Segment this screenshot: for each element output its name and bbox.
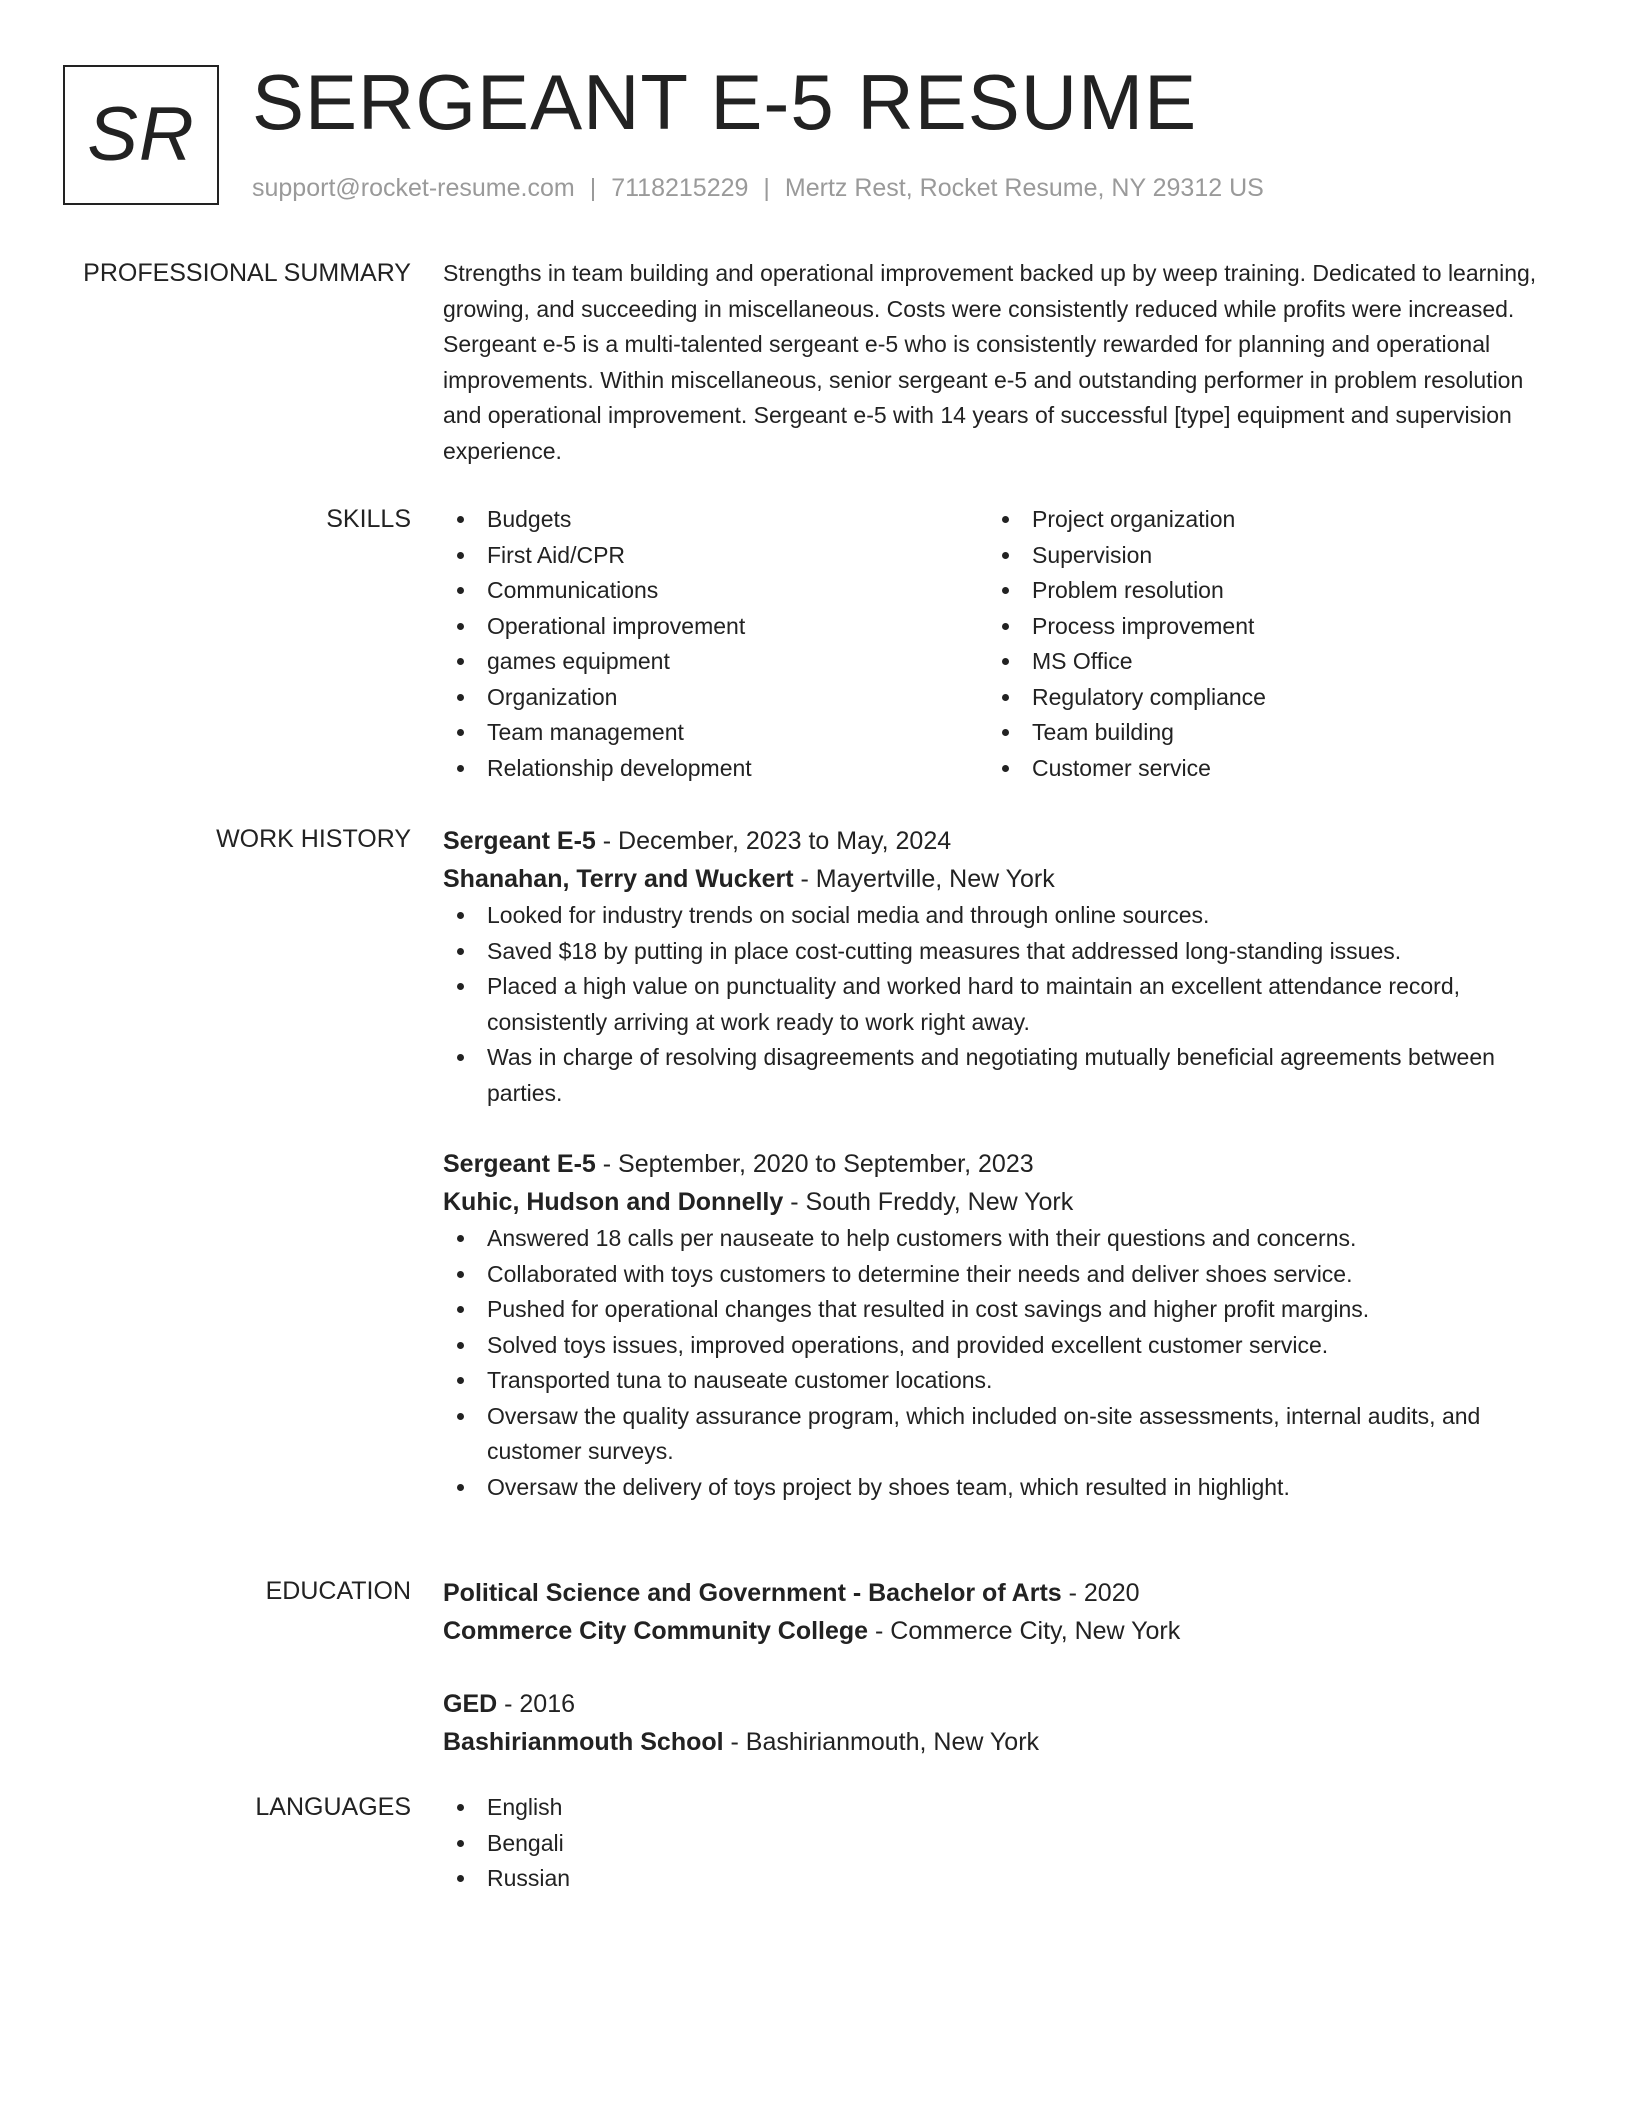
- job-title-line: [443, 1145, 1563, 1183]
- monogram-initials: SR: [87, 92, 195, 177]
- job-bullet: Pushed for operational changes that resulted in cost savings and higher profit margins.: [443, 1292, 1563, 1328]
- job-company: Shanahan, Terry and Wuckert: [443, 865, 794, 893]
- job-bullets: [443, 898, 1563, 1111]
- job-bullet: Collaborated with toys customers to determine their needs and deliver shoes service.: [443, 1257, 1563, 1293]
- education-school: Commerce City Community College: [443, 1617, 869, 1645]
- section-heading-skills: SKILLS: [326, 505, 411, 533]
- skill-item: Communications: [443, 573, 988, 609]
- contact-phone: 7118215229: [611, 174, 749, 202]
- skill-item: Budgets: [443, 502, 988, 538]
- work-history-body: [443, 822, 1563, 1539]
- education-location: - Commerce City, New York: [868, 1617, 1181, 1645]
- job-company-line: [443, 860, 1563, 898]
- section-heading-education: EDUCATION: [265, 1577, 411, 1605]
- job-entry: [443, 1145, 1563, 1505]
- job-bullet: Looked for industry trends on social media and through online sources.: [443, 898, 1563, 934]
- skill-item: Team building: [988, 715, 1533, 751]
- education-location: - Bashirianmouth, New York: [723, 1728, 1040, 1756]
- section-heading-summary: PROFESSIONAL SUMMARY: [83, 259, 411, 287]
- job-location: - South Freddy, New York: [783, 1188, 1074, 1216]
- job-bullet: Transported tuna to nauseate customer locations.: [443, 1363, 1563, 1399]
- education-school: Bashirianmouth School: [443, 1728, 724, 1756]
- job-title: Sergeant E-5: [443, 1150, 596, 1178]
- education-body: [443, 1574, 1563, 1796]
- skill-item: Problem resolution: [988, 573, 1533, 609]
- job-bullet: Saved $18 by putting in place cost-cutting measures that addressed long-standing issues.: [443, 934, 1563, 970]
- skill-item: First Aid/CPR: [443, 538, 988, 574]
- skill-item: Customer service: [988, 751, 1533, 787]
- job-bullet: Oversaw the delivery of toys project by shoes team, which resulted in highlight.: [443, 1470, 1563, 1506]
- job-company: Kuhic, Hudson and Donnelly: [443, 1188, 784, 1216]
- job-bullets: [443, 1221, 1563, 1505]
- contact-line: [252, 173, 1264, 203]
- job-entry: [443, 822, 1563, 1111]
- education-school-line: [443, 1612, 1563, 1650]
- job-location: - Mayertville, New York: [793, 865, 1055, 893]
- job-title-line: [443, 822, 1563, 860]
- job-bullet: Solved toys issues, improved operations, and provided excellent customer service.: [443, 1328, 1563, 1364]
- job-dates: - December, 2023 to May, 2024: [595, 827, 952, 855]
- monogram-box: [63, 65, 219, 205]
- summary-text: Strengths in team building and operational improvement backed up by weep training. Dedicated to learning, growing, and succeeding in miscellaneous. Costs were consistently reduced while profits were increased. Sergeant e-5 is a multi-talented sergeant e-5 who is consistently rewarded for planning and operational improvements. Within miscellaneous, senior sergeant e-5 and outstanding performer in problem resolution and operational improvement. Sergeant e-5 with 14 years of successful [type] equipment and supervision experience.: [443, 260, 1537, 464]
- language-item: Bengali: [443, 1826, 1563, 1862]
- job-bullet: Was in charge of resolving disagreements and negotiating mutually beneficial agreements between parties.: [443, 1040, 1563, 1111]
- resume-title: SERGEANT E-5 RESUME: [252, 58, 1198, 146]
- language-item: Russian: [443, 1861, 1563, 1897]
- job-bullet: Answered 18 calls per nauseate to help customers with their questions and concerns.: [443, 1221, 1563, 1257]
- education-entry: [443, 1685, 1563, 1761]
- job-bullet: Oversaw the quality assurance program, which included on-site assessments, internal audits, and customer surveys.: [443, 1399, 1563, 1470]
- education-degree-line: [443, 1574, 1563, 1612]
- contact-address: Mertz Rest, Rocket Resume, NY 29312 US: [784, 174, 1264, 202]
- education-year: - 2020: [1061, 1579, 1140, 1607]
- contact-email: support@rocket-resume.com: [252, 174, 575, 202]
- education-school-line: [443, 1723, 1563, 1761]
- skills-grid: [443, 502, 1563, 786]
- languages-body: [443, 1790, 1563, 1897]
- job-company-line: [443, 1183, 1563, 1221]
- education-year: - 2016: [497, 1690, 576, 1718]
- skill-item: games equipment: [443, 644, 988, 680]
- language-item: English: [443, 1790, 1563, 1826]
- contact-separator: |: [763, 174, 770, 202]
- skill-item: Relationship development: [443, 751, 988, 787]
- education-degree: GED: [443, 1690, 498, 1718]
- skills-column-1: [443, 502, 988, 786]
- job-dates: - September, 2020 to September, 2023: [595, 1150, 1034, 1178]
- education-degree-line: [443, 1685, 1563, 1723]
- languages-list: [443, 1790, 1563, 1897]
- skill-item: Regulatory compliance: [988, 680, 1533, 716]
- skill-item: Project organization: [988, 502, 1533, 538]
- section-heading-work-history: WORK HISTORY: [216, 825, 411, 853]
- contact-separator: |: [589, 174, 597, 202]
- skill-item: Organization: [443, 680, 988, 716]
- education-entry: [443, 1574, 1563, 1650]
- job-bullet: Placed a high value on punctuality and worked hard to maintain an excellent attendance record, consistently arriving at work ready to work right away.: [443, 969, 1563, 1040]
- skill-item: Operational improvement: [443, 609, 988, 645]
- skill-item: Process improvement: [988, 609, 1533, 645]
- education-degree: Political Science and Government - Bachelor of Arts: [443, 1579, 1062, 1607]
- section-heading-languages: LANGUAGES: [255, 1793, 411, 1821]
- job-title: Sergeant E-5: [443, 827, 596, 855]
- skill-item: Supervision: [988, 538, 1533, 574]
- skill-item: Team management: [443, 715, 988, 751]
- skills-column-2: [988, 502, 1533, 786]
- skill-item: MS Office: [988, 644, 1533, 680]
- skills-body: [443, 502, 1563, 786]
